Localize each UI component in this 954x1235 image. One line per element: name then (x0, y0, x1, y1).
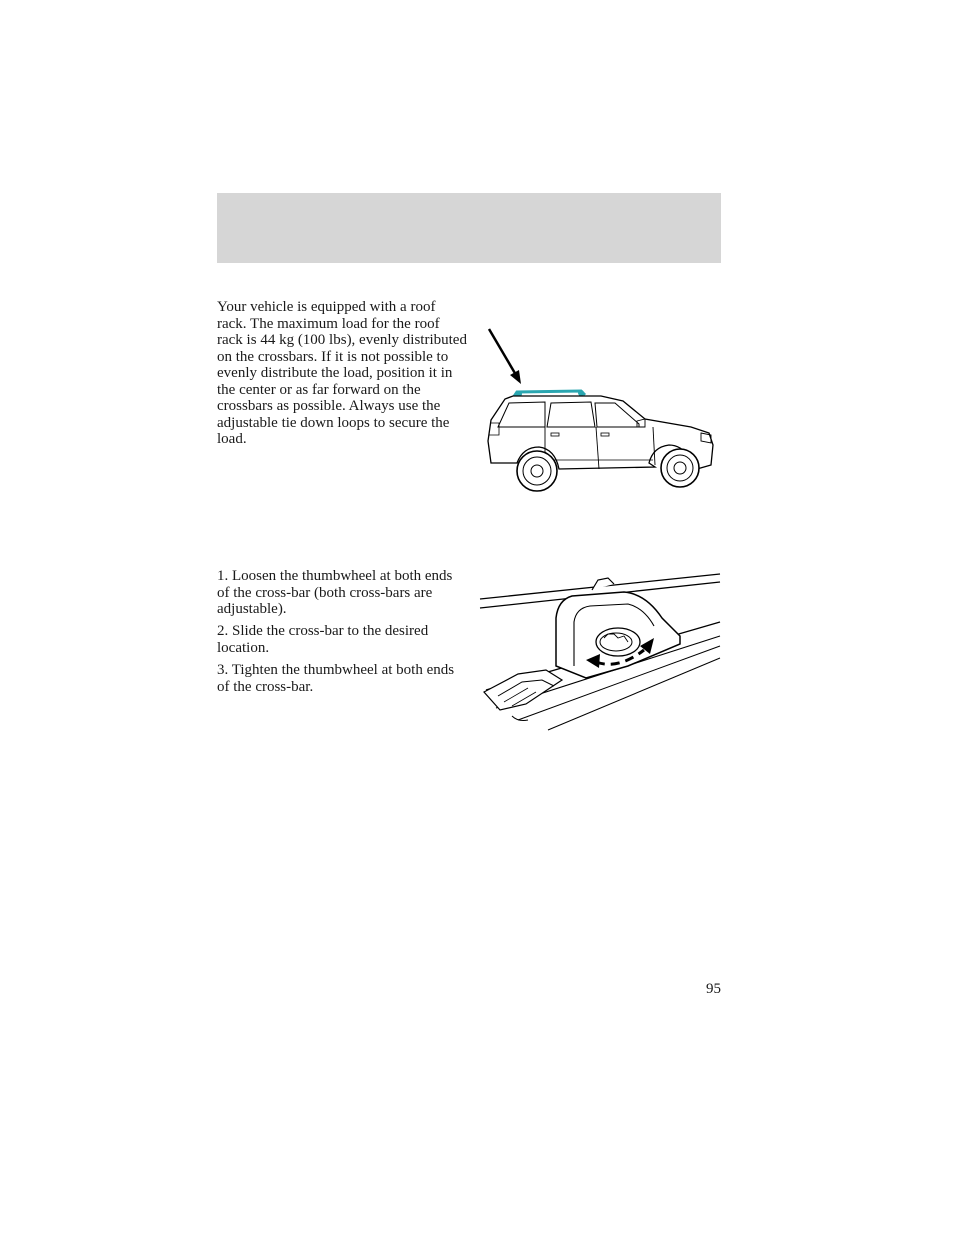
crossbar-thumbwheel-illustration (478, 570, 722, 732)
pointer-arrowhead (510, 370, 521, 384)
front-wheel (661, 449, 699, 487)
step-1: 1. Loosen the thumbwheel at both ends of the cross-bar (both cross-bars are adjustable). (217, 568, 453, 617)
section-header-band (217, 193, 721, 263)
roof-rack-load-paragraph: Your vehicle is equipped with a roof rack. The maximum load for the roof rack is 44 kg (100 lbs), evenly distributed on the crossbars. If it is not possible to evenly distribute the load, position it in the center or as far forward on the crossbars as possible. Always use the adjustable tie down loops to secure the load. (217, 299, 467, 447)
thumbwheel (596, 628, 640, 656)
rear-wheel (517, 451, 557, 491)
vehicle-roof-rack-illustration (483, 323, 719, 495)
page-number: 95 (706, 981, 721, 997)
pointer-arrow (489, 329, 516, 375)
step-2: 2. Slide the cross-bar to the desired location. (217, 623, 429, 656)
step-3: 3. Tighten the thumbwheel at both ends of the cross-bar. (217, 662, 455, 695)
